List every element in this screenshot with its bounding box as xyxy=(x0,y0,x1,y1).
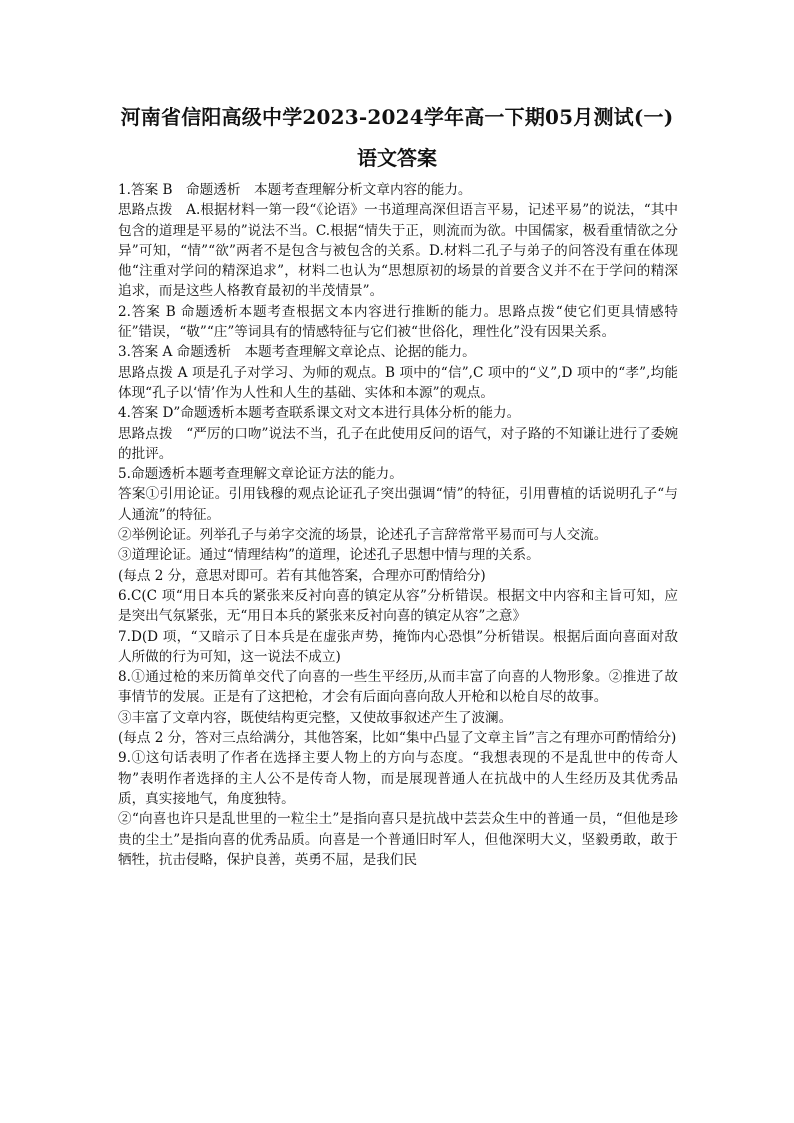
document-subtitle: 语文答案 xyxy=(357,146,437,170)
answer-paragraph: ③道理论证。通过“情理结构”的道理，论述孔子思想中情与理的关系。 xyxy=(118,547,540,564)
answer-paragraph: 8.①通过枪的来历简单交代了向喜的一些生平经历,从而丰富了向喜的人物形象。②推进了故事情节的发展。正是有了这把枪，才会有后面向喜向敌人开枪和以枪自尽的故事。 xyxy=(118,669,678,706)
answer-paragraph: 答案①引用论证。引用钱穆的观点论证孔子突出强调“情”的特征，引用曹植的话说明孔子“与人通流”的特征。 xyxy=(118,486,678,523)
answer-paragraph: 6.C(C 项“用日本兵的紧张来反衬向喜的镇定从容”分析错误。根据文中内容和主旨可知，应是突出气氛紧张，无“用日本兵的紧张来反衬向喜的镇定从容”之意》 xyxy=(118,587,678,625)
answer-paragraph: 3.答案 A 命题透析 本题考查理解文章论点、论据的能力。 xyxy=(118,344,476,361)
answer-paragraph: 思路点拨 A.根据材料一第一段“《论语》一书道理高深但语言平易，记述平易”的说法，“其中包含的道理是平易的”说法不当。C.根据“情失于正，则流而为欲。中国儒家，极看重情欲之分异”可知，“情”“欲”两者不是包含与被包含的关系。D.材料二孔子与弟子的问答没有重在体现他“注重对学问的精深追求”，材料二也认为“思想原初的场景的首要含义并不在于学问的精深追求，而是这些人格教育最初的半茂情景”。 xyxy=(118,202,678,300)
answer-paragraph: ②举例论证。列举孔子与弟字交流的场景，论述孔子言辞常常平易而可与人交流。 xyxy=(118,527,608,544)
document-title: 河南省信阳高级中学2023-2024学年高一下期05月测试(一) xyxy=(120,105,674,129)
answer-paragraph: 7.D(D 项，“又暗示了日本兵是在虚张声势，掩饰内心恐惧”分析错误。根据后面向喜面对敌人所做的行为可知，这一说法不成立) xyxy=(118,628,678,665)
answer-paragraph: 4.答案 D”命题透析本题考查联系课文对文本进行具体分析的能力。 xyxy=(118,405,521,422)
answer-paragraph: 2.答案 B 命题透析本题考查根据文本内容进行推断的能力。思路点拨“使它们更具情感特征”错误，“敬”“庄”等词具有的情感特征与它们被“世俗化，理性化”没有因果关系。 xyxy=(118,303,678,341)
answer-body xyxy=(118,180,678,870)
answer-paragraph: 9.①这句话表明了作者在选择主要人物上的方向与态度。“我想表现的不是乱世中的传奇人物”表明作者选择的主人公不是传奇人物，而是展现普通人在抗战中的人生经历及其优秀品质，真实接地气，角度独特。 xyxy=(118,750,678,807)
answer-paragraph: (每点 2 分，意思对即可。若有其他答案，合理亦可酌情给分) xyxy=(118,567,486,584)
answer-paragraph: 思路点拨 “严厉的口吻”说法不当，孔子在此使用反问的语气，对子路的不知谦让进行了委婉的批评。 xyxy=(118,425,678,462)
answer-paragraph: 1.答案 B 命题透析 本题考查理解分析文章内容的能力。 xyxy=(118,182,472,198)
answer-paragraph: 5.命题透析本题考查理解文章论证方法的能力。 xyxy=(118,466,403,483)
answer-paragraph: (每点 2 分，答对三点给满分，其他答案，比如“集中凸显了文章主旨”言之有理亦可酌情给分) xyxy=(118,730,677,747)
answer-paragraph: ③丰富了文章内容，既使结构更完整，又使故事叙述产生了波澜。 xyxy=(118,709,513,726)
answer-paragraph: ②“向喜也许只是乱世里的一粒尘土”是指向喜只是抗战中芸芸众生中的普通一员，“但他是珍贵的尘土”是指向喜的优秀品质。向喜是一个普通旧时军人，但他深明大义，坚毅勇敢，敢于牺牲，抗击侵略，保护良善，英勇不屈，是我们民 xyxy=(118,811,678,868)
answer-paragraph: 思路点拨 A 项是孔子对学习、为师的观点。B 项中的“信”,C 项中的“义”,D 项中的“孝”,均能体现“孔子以‘情’作为人性和人生的基础、实体和本源”的观点。 xyxy=(118,364,678,401)
